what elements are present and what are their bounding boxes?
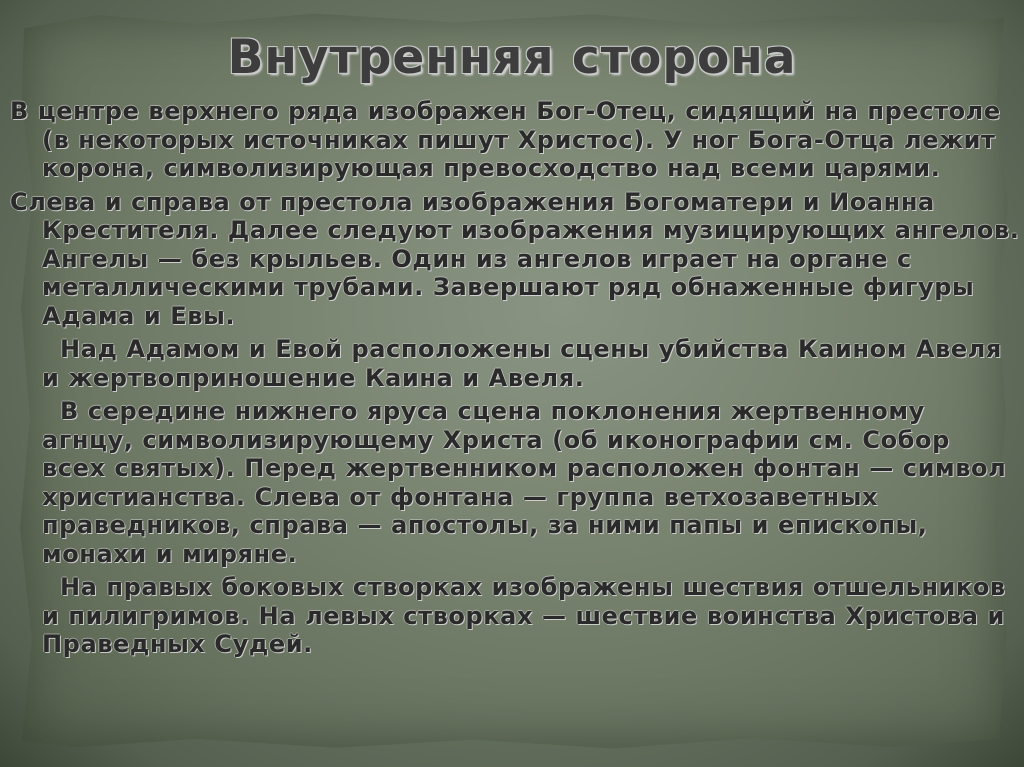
paragraph-4 [10, 397, 1020, 568]
paragraph-2-text: Слева и справа от престола изображения Богоматери и Иоанна Крестителя. Далее следуют изображения музицирующих ангелов. Ангелы — без крыльев. Один из ангелов играет на органе с металлическими трубами. Завершают ряд обнаженные фигуры Адама и Евы. [10, 187, 1020, 330]
paragraph-1-text: В центре верхнего ряда изображен Бог-Отец, сидящий на престоле (в некоторых источниках пишут Христос). У ног Бога-Отца лежит корона, символизирующая превосходство над всеми царями. [10, 97, 1001, 182]
paragraph-5-text: На правых боковых створках изображены шествия отшельников и пилигримов. На левых створках — шествие воинства Христова и Праведных Судей. [42, 573, 1006, 658]
slide-body [10, 97, 1020, 664]
slide-title: Внутренняя сторона [227, 30, 797, 85]
paragraph-3-text: Над Адамом и Евой расположены сцены убийства Каином Авеля и жертвоприношение Каина и Авеля. [42, 335, 1002, 392]
paragraph-1 [10, 97, 1020, 183]
paragraph-3 [10, 335, 1020, 392]
paragraph-4-text: В середине нижнего яруса сцена поклонения жертвенному агнцу, символизирующему Христа (об иконографии см. Собор всех святых). Перед жертвенником расположен фонтан — символ христианства. Слева от фонтана — группа ветхозаветных праведников, справа — апостолы, за ними папы и епископы, монахи и миряне. [42, 397, 1007, 568]
paragraph-5 [10, 573, 1020, 659]
paragraph-2 [10, 188, 1020, 331]
